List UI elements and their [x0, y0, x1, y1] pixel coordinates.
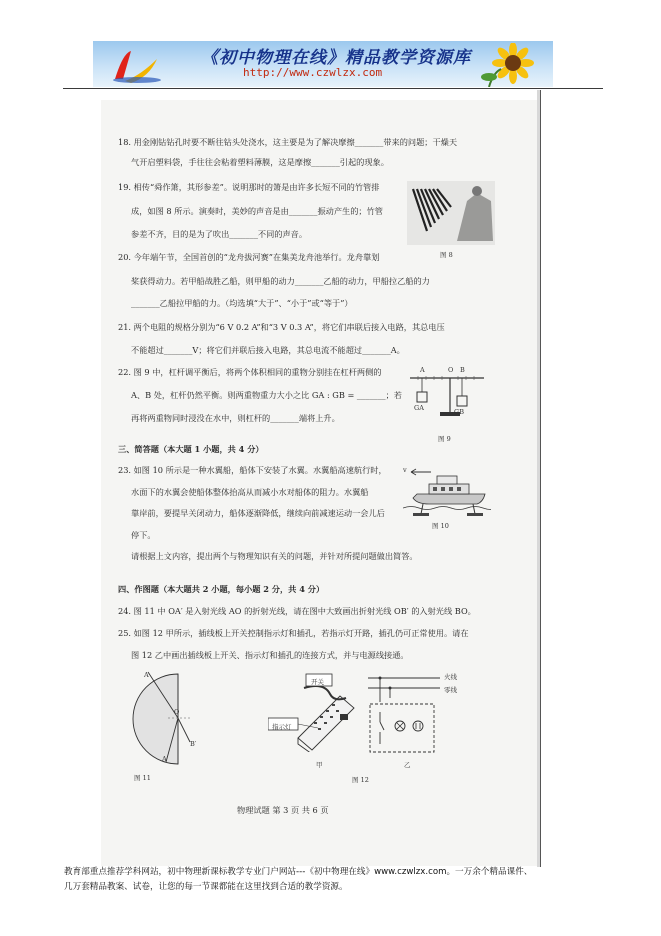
- page-number: 物理试题 第 3 页 共 6 页: [237, 805, 329, 815]
- q24-line-1: 24. 图 11 中 OA′ 是入射光线 AO 的折射光线，请在图中大致画出折射光线 OB′ 的入射光线 BO。: [118, 606, 476, 616]
- figure-12-yi-caption: 乙: [404, 761, 411, 769]
- q23-line-3: 靠岸前，要提早关闭动力，船体逐渐降低，继续向前减速运动一会儿后: [131, 508, 385, 518]
- q22-line-1: 22. 图 9 中，杠杆调平衡后，将两个体积相同的重物分别挂在杠杆两侧的: [118, 367, 382, 377]
- site-logo-icon: [101, 45, 171, 85]
- figure-12-caption: 图 12: [352, 776, 369, 784]
- lever-label-ga: GA: [414, 404, 424, 412]
- banner-url[interactable]: http://www.czwlzx.com: [243, 66, 383, 79]
- q23-line-1: 23. 如图 10 所示是一种水翼船，船体下安装了水翼。水翼船高速航行时，: [118, 465, 387, 475]
- figure-11-caption: 图 11: [134, 774, 151, 782]
- q20-line-2: 桨获得动力。若甲船战胜乙船，则甲船的动力_______乙船的动力，甲船拉乙船的力: [131, 276, 430, 286]
- q25-line-2: 图 12 乙中画出插线板上开关、指示灯和插孔的连接方式，并与电源线接通。: [131, 650, 409, 660]
- scan-edge-line: [540, 90, 541, 867]
- footer-line-2: 几万套精品教案、试卷，让您的每一节课都能在这里找到合适的教学资源。: [64, 882, 348, 892]
- footer-line-1: 教育部重点推荐学科网站，初中物理新课标教学专业门户网站---《初中物理在线》www.czwlzx.com。一万余个精品课件、: [64, 867, 533, 877]
- q21-line-1: 21. 两个电阻的规格分别为“6 V 0.2 A”和“3 V 0.3 A”，将它们串联后接入电路，其总电压: [118, 322, 445, 332]
- q25-line-1: 25. 如图 12 甲所示，插线板上开关控制指示灯和插孔，若指示灯开路，插孔仍可正常使用。请在: [118, 628, 469, 638]
- lever-label-o: O: [448, 366, 454, 374]
- figure-10-caption: 图 10: [432, 522, 449, 530]
- q22-line-3: 再将两重物同时浸没在水中，则杠杆的_______端将上升。: [131, 413, 340, 423]
- q22-line-2: A、B 处，杠杆仍然平衡。则两重物重力大小之比 GA : GB = _______；若: [131, 390, 402, 400]
- switch-label: 开关: [311, 678, 324, 686]
- q20-line-1: 20. 今年端午节，全国首创的“龙舟拔河赛”在集美龙舟池举行。龙舟靠划: [118, 252, 380, 262]
- boat-velocity-label: v: [403, 466, 407, 474]
- sunflower-icon: [475, 43, 545, 87]
- q21-line-2: 不能超过_______V；将它们并联后接入电路，其总电流不能超过_______A。: [131, 345, 405, 355]
- ray-label-a: A: [144, 671, 149, 679]
- live-wire-label: 火线: [444, 673, 457, 681]
- q19-line-1: 19. 相传“舜作箫，其形参差”。说明那时的箫是由许多长短不同的竹管排: [118, 182, 380, 192]
- q19-line-3: 参差不齐，目的是为了吹出_______不同的声音。: [131, 229, 308, 239]
- q23-line-4: 停下。: [131, 530, 156, 540]
- figure-9-caption: 图 9: [438, 435, 451, 443]
- neutral-wire-label: 零线: [444, 686, 457, 694]
- figure-8-caption: 图 8: [440, 251, 453, 259]
- figure-11-refraction: [128, 670, 210, 768]
- site-banner: [93, 41, 553, 87]
- ray-label-a2: A′: [162, 755, 169, 763]
- lever-label-b: B: [460, 366, 465, 374]
- banner-title: 《初中物理在线》精品教学资源库: [201, 48, 471, 68]
- indicator-lamp-label: 指示灯: [272, 723, 292, 731]
- banner-divider: [63, 88, 603, 89]
- figure-12-jia-caption: 甲: [316, 761, 323, 769]
- lever-label-gb: GB: [454, 408, 464, 416]
- figure-12-circuit: [368, 670, 468, 758]
- q19-line-2: 成，如图 8 所示。演奏时，美妙的声音是由_______振动产生的；竹管: [131, 206, 383, 216]
- q23-line-5: 请根据上文内容，提出两个与物理知识有关的问题，并针对所提问题做出简答。: [131, 551, 418, 561]
- lever-label-a: A: [420, 366, 425, 374]
- q20-line-3: _______乙船拉甲船的力。（均选填“大于”、“小于”或“等于”）: [131, 298, 353, 308]
- q23-line-2: 水面下的水翼会使船体整体抬高从而减小水对船体的阻力。水翼船: [131, 487, 369, 497]
- figure-10-hydrofoil-boat: [403, 466, 491, 518]
- q18-line-1: 18. 用金刚钻钻孔时要不断往钻头处浇水，这主要是为了解决摩擦_______带来的问题；干燥天: [118, 137, 458, 147]
- ray-label-b: B′: [190, 740, 197, 748]
- section-4-heading: 四、作图题（本大题共 2 小题，每小题 2 分，共 4 分）: [118, 584, 325, 594]
- q18-line-2: 气开启塑料袋，手往往会粘着塑料薄膜，这是摩擦_______引起的现象。: [131, 157, 389, 167]
- section-3-heading: 三、简答题（本大题 1 小题，共 4 分）: [118, 444, 264, 454]
- ray-label-o: O: [174, 708, 180, 716]
- figure-8-pan-flute: [407, 181, 495, 245]
